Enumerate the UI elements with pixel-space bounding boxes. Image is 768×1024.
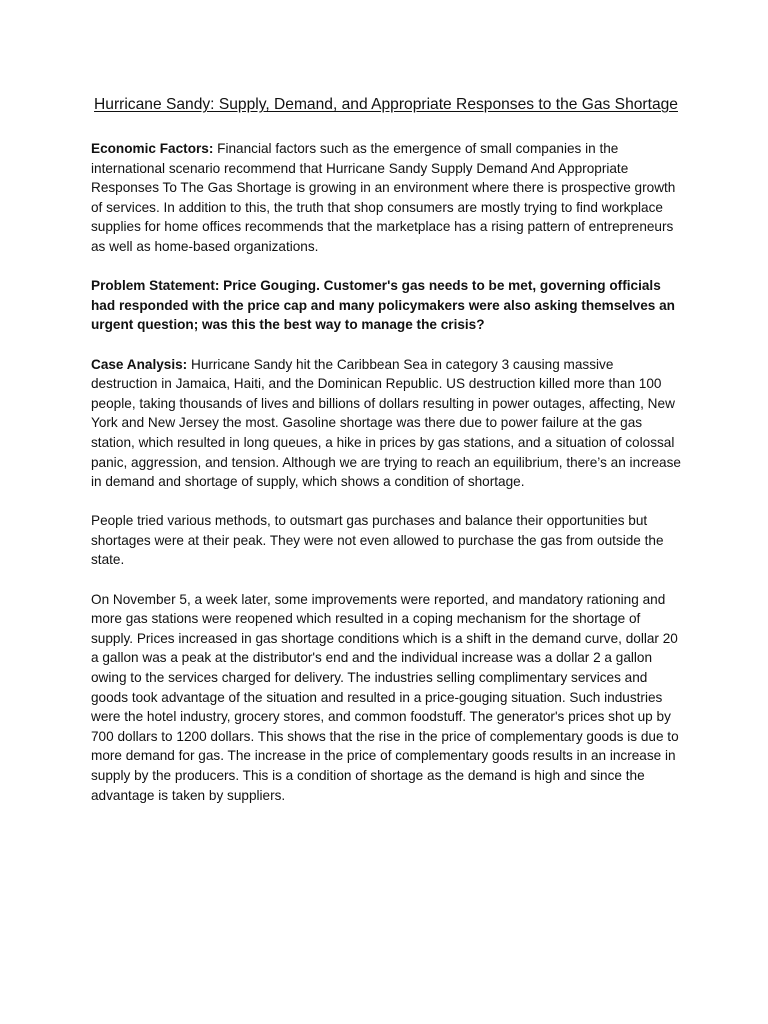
economic-factors-paragraph [91, 139, 681, 257]
problem-statement-paragraph: Problem Statement: Price Gouging. Customer's gas needs to be met, governing officials had responded with the price cap and many policymakers were also asking themselves an urgent question; was this the best way to manage the crisis? [91, 278, 675, 333]
case-analysis-heading: Case Analysis: [91, 356, 188, 372]
case-analysis-paragraph [91, 355, 681, 492]
case-analysis-body: Hurricane Sandy hit the Caribbean Sea in category 3 causing massive destruction in Jamaica, Haiti, and the Dominican Republic. US destruction killed more than 100 people, taking thousands of lives and billions of dollars resulting in power outages, affecting, New York and New Jersey the most. Gasoline shortage was there due to power failure at the gas station, which resulted in long queues, a hike in prices by gas stations, and a situation of colossal panic, aggression, and tension. Although we are trying to reach an equilibrium, there’s an increase in demand and shortage of supply, which shows a condition of shortage. [91, 356, 681, 490]
document-body [91, 94, 681, 825]
document-title: Hurricane Sandy: Supply, Demand, and Appropriate Responses to the Gas Shortage [94, 96, 678, 113]
people-methods-paragraph: People tried various methods, to outsmart gas purchases and balance their opportunities but shortages were at their peak. They were not even allowed to purchase the gas from outside the state. [91, 513, 664, 568]
economic-factors-body: Financial factors such as the emergence of small companies in the international scenario recommend that Hurricane Sandy Supply Demand And Appropriate Responses To The Gas Shortage is growing in an environment where there is prospective growth of services. In addition to this, the truth that shop consumers are mostly trying to find workplace supplies for home offices recommends that the marketplace has a rising pattern of entrepreneurs as well as home-based organizations. [91, 141, 676, 254]
november-improvements-paragraph: On November 5, a week later, some improvements were reported, and mandatory rationing and more gas stations were reopened which resulted in a coping mechanism for the shortage of supply. Prices increased in gas shortage conditions which is a shift in the demand curve, dollar 20 a gallon was a peak at the distributor's end and the individual increase was a dollar 2 a gallon owing to the services charged for delivery. The industries selling complimentary services and goods took advantage of the situation and resulted in a price-gouging situation. Such industries were the hotel industry, grocery stores, and common foodstuff. The generator's prices shot up by 700 dollars to 1200 dollars. This shows that the rise in the price of complementary goods is due to more demand for gas. The increase in the price of complementary goods results in an increase in supply by the producers. This is a condition of shortage as the demand is high and since the advantage is taken by suppliers. [91, 591, 679, 803]
economic-factors-heading: Economic Factors: [91, 141, 214, 156]
